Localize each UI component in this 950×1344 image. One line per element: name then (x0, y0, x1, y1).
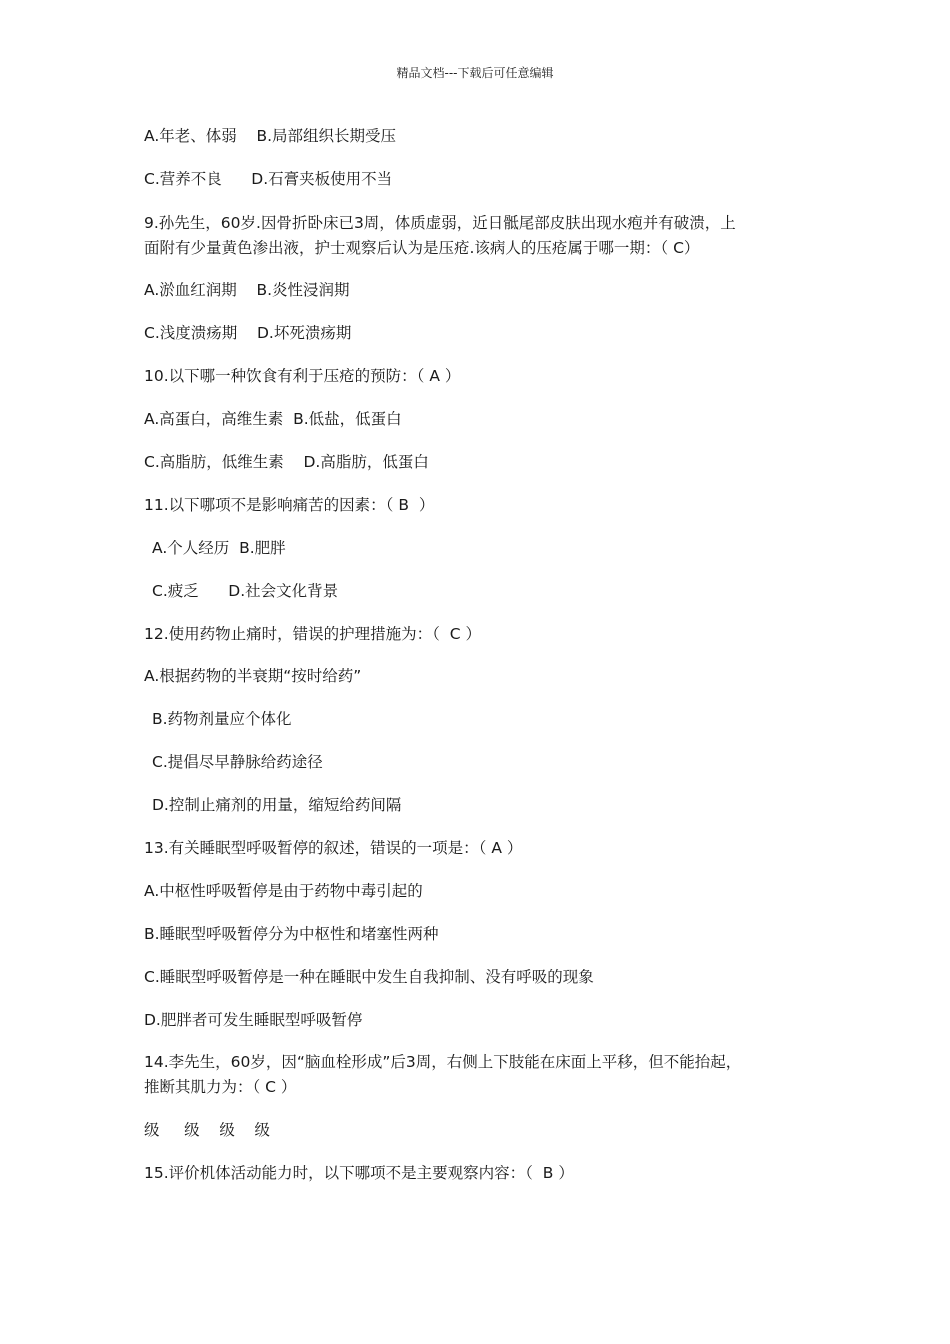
option-line: C.提倡尽早静脉给药途径 (152, 753, 323, 771)
option-line: A.淤血红润期 B.炎性浸润期 (144, 281, 350, 299)
option-line: A.个人经历 B.肥胖 (152, 539, 286, 557)
option-line: A.根据药物的半衰期“按时给药” (144, 667, 362, 685)
question-line: 推断其肌力为：（ C ） (144, 1078, 297, 1096)
option-line: C.疲乏 D.社会文化背景 (152, 582, 339, 600)
question-line: 14.李先生，60岁，因“脑血栓形成”后3周，右侧上下肢能在床面上平移，但不能抬起， (144, 1053, 742, 1071)
option-line: A.年老、体弱 B.局部组织长期受压 (144, 127, 397, 145)
option-line: C.高脂肪，低维生素 D.高脂肪，低蛋白 (144, 453, 429, 471)
page-header: 精品文档---下载后可任意编辑 (396, 66, 554, 80)
option-line: C.睡眠型呼吸暂停是一种在睡眠中发生自我抑制、没有呼吸的现象 (144, 968, 594, 986)
question-line: 11.以下哪项不是影响痛苦的因素：（ B ） (144, 496, 435, 514)
option-line: A.高蛋白，高维生素 B.低盐，低蛋白 (144, 410, 402, 428)
question-line: 15.评价机体活动能力时，以下哪项不是主要观察内容：（ B ） (144, 1164, 574, 1182)
option-line: D.控制止痛剂的用量，缩短给药间隔 (152, 796, 402, 814)
option-line: 级 级 级 级 (144, 1121, 271, 1139)
question-line: 12.使用药物止痛时，错误的护理措施为：（ C ） (144, 625, 482, 643)
option-line: B.药物剂量应个体化 (152, 710, 292, 728)
question-line: 9.孙先生，60岁.因骨折卧床已3周，体质虚弱，近日骶尾部皮肤出现水疱并有破溃，上 (144, 214, 736, 232)
option-line: A.中枢性呼吸暂停是由于药物中毒引起的 (144, 882, 423, 900)
question-line: 10.以下哪一种饮食有利于压疮的预防：（ A ） (144, 367, 461, 385)
option-line: C.营养不良 D.石膏夹板使用不当 (144, 170, 393, 188)
option-line: D.肥胖者可发生睡眠型呼吸暂停 (144, 1011, 363, 1029)
option-line: C.浅度溃疡期 D.坏死溃疡期 (144, 324, 352, 342)
option-line: B.睡眠型呼吸暂停分为中枢性和堵塞性两种 (144, 925, 439, 943)
question-line: 面附有少量黄色渗出液，护士观察后认为是压疮.该病人的压疮属于哪一期：（ C） (144, 239, 700, 257)
question-line: 13.有关睡眠型呼吸暂停的叙述，错误的一项是：（ A ） (144, 839, 523, 857)
